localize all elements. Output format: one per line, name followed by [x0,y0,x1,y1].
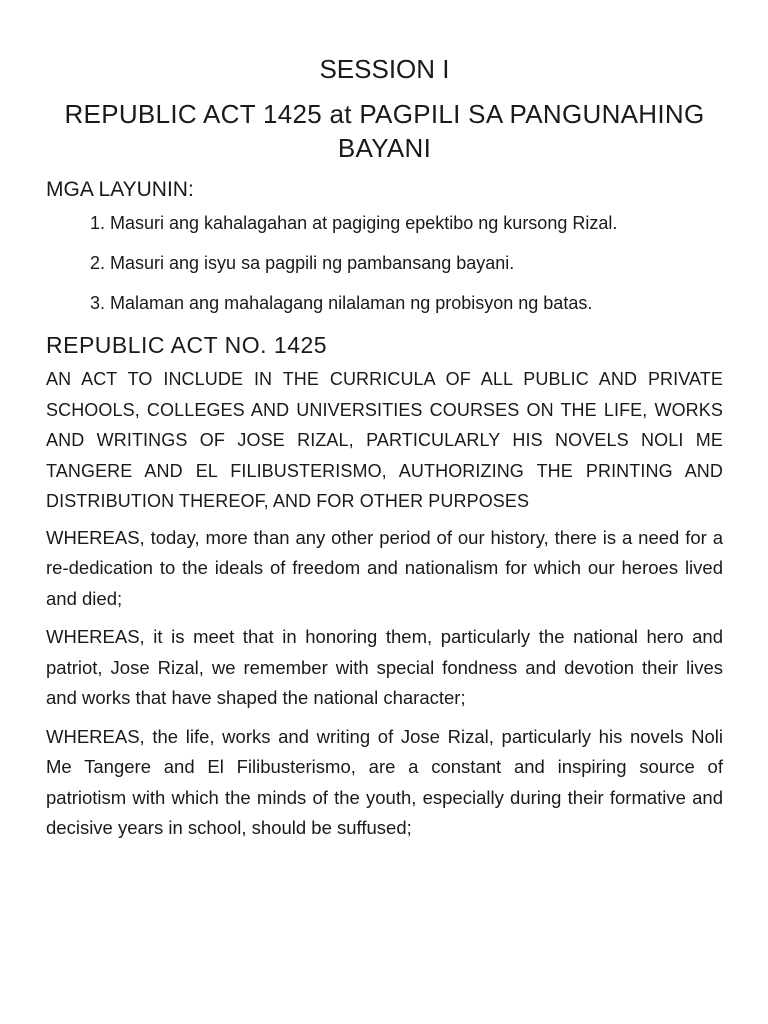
document-title: REPUBLIC ACT 1425 at PAGPILI SA PANGUNAHING BAYANI [64,99,705,163]
objective-item: 1. Masuri ang kahalagahan at pagiging epektibo ng kursong Rizal. [90,213,618,233]
republic-act-heading: REPUBLIC ACT NO. 1425 [46,332,328,358]
session-heading: SESSION I [319,54,450,84]
whereas-clause: WHEREAS, today, more than any other period of our history, there is a need for a re-dedication to the ideals of freedom and nationalism for which our heroes lived and died; [46,526,723,609]
whereas-clause: WHEREAS, it is meet that in honoring them, particularly the national hero and patriot, Jose Rizal, we remember with special fondness and devotion their lives and works that have shaped the national character; [46,626,723,708]
objective-item: 3. Malaman ang mahalagang nilalaman ng probisyon ng batas. [90,293,593,313]
objective-item: 2. Masuri ang isyu sa pagpili ng pambansang bayani. [90,253,515,273]
act-description: AN ACT TO INCLUDE IN THE CURRICULA OF ALL PUBLIC AND PRIVATE SCHOOLS, COLLEGES AND UNIVERSITIES COURSES ON THE LIFE, WORKS AND WRITINGS OF JOSE RIZAL, PARTICULARLY HIS NOVELS NOLI ME TANGERE AND EL FILIBUSTERISMO, AUTHORIZING THE PRINTING AND DISTRIBUTION THEREOF, AND FOR OTHER PURPOSES [46,369,723,511]
whereas-clause: WHEREAS, the life, works and writing of Jose Rizal, particularly his novels Noli Me Tangere and El Filibusterismo, are a constant and inspiring source of patriotism with which the minds of the youth, especially during their formative and decisive years in school, should be suffused; [46,725,723,838]
objectives-heading: MGA LAYUNIN: [46,178,194,201]
objectives-list [46,210,723,316]
document-page [46,52,723,844]
